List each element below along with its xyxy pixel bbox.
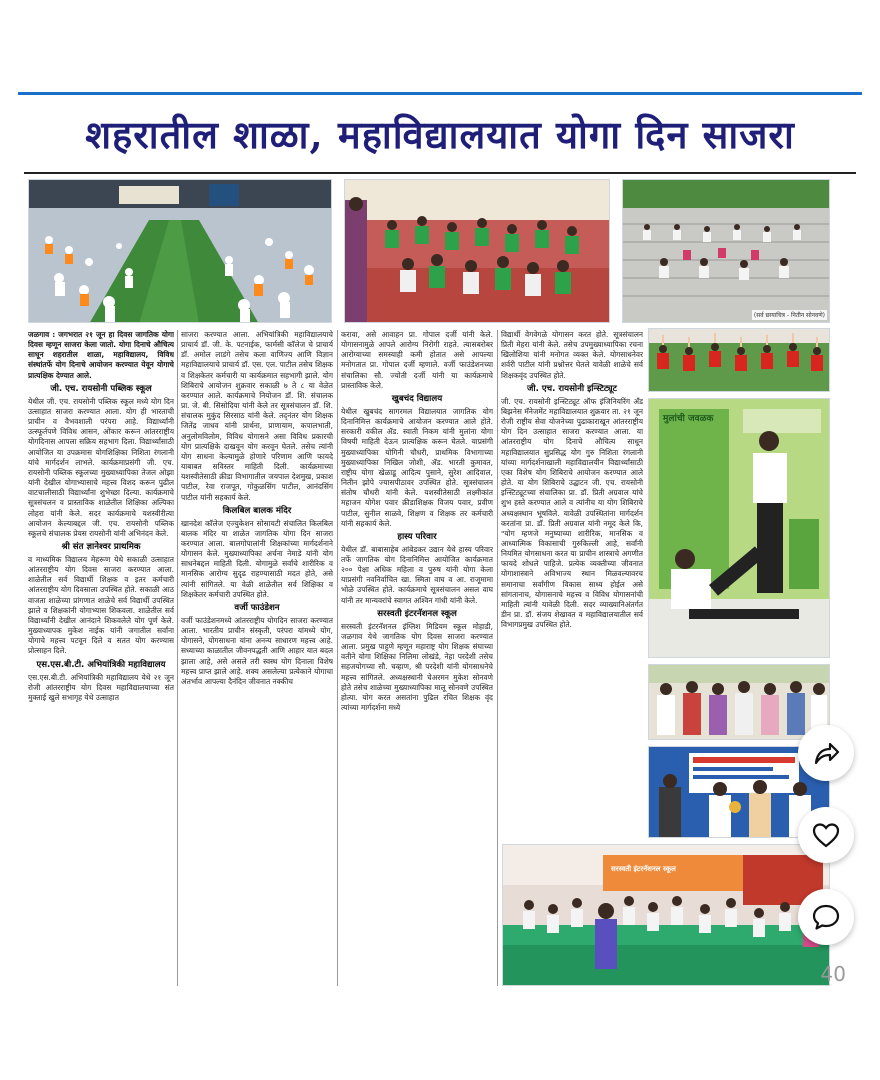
newspaper-page — [18, 92, 862, 990]
subhead-raisoni-institute: जी. एच. रायसोनी इन्स्टिट्यूट — [527, 383, 617, 394]
headline-rule — [24, 172, 856, 174]
paragraph: खानदेश कॉलेज एज्युकेशन सोसायटी संचालित किलबिल बालक मंदिर या शाळेत जागतिक योगा दिन साजरा करण्यात आला. बालगोपालांनी शिक्षकांच्या मार्गदर्शनाने योगासन केले. मुख्याध्यापिका अर्चना नेमाडे यांनी योग साधनेबद्दल माहिती दिली. योगामुळे सर्वांचे शारीरिक व मानसिक आरोग्य सुदृढ राहण्यासाठी मदत होते, असे त्यांनी सांगितले. या वेळी शाळेतील सर्व शिक्षिका व शिक्षकेतर कर्मचारी उपस्थित होते. — [181, 518, 333, 599]
comment-icon — [811, 902, 841, 932]
photo-outdoor-steps — [622, 179, 830, 323]
page-number: 40 — [820, 962, 846, 986]
paragraph: येथील डॉ. बाबासाहेब आंबेडकर उद्यान येथे हास्य परिवार तर्फे जागतिक योग दिनानिमित्त आयोजित कार्यक्रमात २०० पेक्षा अधिक महिला व पुरुष यांनी योगा केला याप्रसंगी नवनिर्वाचित खा. स्मिता वाघ व आ. राजूमामा भोळे उपस्थित होते. कार्यक्रमाचे सूत्रसंचालन असल वाघ यांनी तर मान्यवरांचे स्वागत अश्विन गांधी यांनी केले. — [341, 544, 493, 605]
paragraph: सरस्वती इंटरनॅशनल इंग्लिश मिडियम स्कूल मोहाडी, जळगाव येथे जागतिक योग दिवस साजरा करण्यात आला. प्रमुख पाहुणे म्हणून महाराष्ट्र योग शिक्षक संघाच्या वतीने योगा शिक्षिका निलिमा लोखंडे, नेहा परदेशी तसेच सहजयोगच्या सौ. चव्हाण, श्री परदेशी यांनी योगसाधनेचे महत्त्व सांगितले. अध्यक्षस्थानी चेअरमन मुकेश सोनवणे होते तसेच शाळेच्या मुख्याध्यापिका मालू सोनवणे उपस्थित होत्या. योग करत असतांना पुढिल रचित शिक्षक वृंद त्यांच्या मार्गदर्शना मध्ये — [341, 621, 493, 712]
paragraph: येथील जी. एच. रायसोनी पब्लिक स्कूल मध्ये योग दिन उत्साहात साजरा करण्यात आला. योग ही भारताची प्राचीन व वैभवशाली परंपरा आहे. विद्यार्थ्यांनी उत्स्फूर्तपणे विविध आसन, ओंकार करून आंतरराष्ट्रीय योगदिनास आपला सक्रिय सहभाग दिला. विद्यार्थ्यांसाठी आयोजित या उपक्रमास योगशिक्षिका निशिता रंगलानी यांचे मार्गदर्शन लाभले. कार्यक्रमाप्रसंगी जी. एच. रायसोनी पब्लिक स्कूलच्या मुख्याध्यापिका तेजल ओझा यांनी देखील योगाभ्यासाचे महत्त्व विशद करून पुढील वाटचालीसाठी विद्यार्थ्यांना शुभेच्छा दिल्या. कार्यक्रमाचे सूत्रसंचलन व प्रास्ताविक शाळेतील शिक्षिका अल्पिका लोहरा यांनी केले. सदर कार्यक्रमाचे यशस्वीरीत्या आयोजन केल्याबद्दल जी. एच. रायसोनी पब्लिक स्कूलचे संचालक प्रेयस रायसोनी यांनी अभिनंदन केले. — [28, 396, 174, 538]
headline: शहरातील शाळा, महाविद्यालयात योगा दिन साजरा — [85, 112, 795, 157]
heart-icon — [811, 820, 841, 850]
photo-indoor-children — [344, 179, 610, 323]
photo-instructor-demo-art — [649, 399, 830, 658]
paragraph: विद्यार्थी वेगवेगळे योगासन करत होते. सूत्रसंचालन प्रिती मेहरा यांनी केले. तसेच उपमुख्याध्यापिका रचना खिलोशिया यांनी मनोगत व्यक्त केले. योगसाधनेवर शर्वरी पाटील यांनी प्रश्नोत्तर घेतले यावेळी शाळेचे सर्व शिक्षकवृंद उपस्थित होते. — [501, 330, 643, 380]
column-divider — [337, 330, 338, 986]
subhead-darji-foundation: वर्जी फाउंडेशन — [234, 602, 280, 613]
column-2 — [181, 330, 333, 986]
intro-paragraph: जळगाव : जगभरात २१ जून हा दिवस जागतिक योगा दिवस म्हणून साजरा केला जातो. योगा दिनाचे औचित्य साधून शहरातील शाळा, महाविद्यालय, विविध संस्थांतर्फे योग दिनाचे आयोजन करण्यात येवून योगाचे प्रात्यक्षिक देण्यात आले. — [28, 330, 174, 380]
photo-group-women — [648, 664, 830, 740]
photo-outdoor-steps-art — [623, 180, 830, 323]
share-icon — [811, 738, 841, 768]
photo-stadium-yoga-art — [29, 180, 332, 323]
paragraph: येथील खुबचंद सागरमल विद्यालयात जागतिक योग दिनानिमित्त कार्यक्रमाचे आयोजन करण्यात आले होते. सरकारी वकील ॲड. स्वाती निकम यांनी मुलांना योगा विषयी माहिती देऊन प्रात्यक्षिक करून घेतले. याप्रसंगी मुख्याध्यापिका योगिनी चौधरी, प्राथमिक विभागाच्या मुख्याध्यापिका निखिल जोशी, ॲड. भारती कुमावत, राष्ट्रीय योगा खेळाडू आदित्य पुसाने, सुरेश आदिवाल, नितीन झोपे ज्यासपीठावर उपस्थित होते. सूत्रसंचालन संतोष चौधरी यांनी केले. यशस्वीतेसाठी लक्ष्मीकांत महाजन योगेश पवार क्रीडाशिक्षक विजय पवार, प्रवीण पाटील, सुनील साळवे, शिक्षण व शिक्षक तर कर्मचारी यांनी सहकार्य केले. — [341, 406, 493, 528]
subhead-saraswati-school: सरस्वती इंटरनॅशनल स्कूल — [377, 608, 457, 619]
column-4 — [501, 330, 643, 850]
photo-sign-text: सरस्वती इंटरनॅशनल स्कूल — [611, 865, 676, 873]
photo-instructor-demo — [648, 398, 830, 658]
paragraph: जी. एच. रायसोनी इन्स्टिट्यूट ऑफ इंजिनियरिंग अँड बिझनेस मॅनेजमेंट महाविद्यालयात शुक्रवार ता. २१ जून रोजी राष्ट्रीय सेवा योजनेच्या पुढाकाराखून आंतरराष्ट्रीय योग दिन उत्साहात साजरा करण्यात आला. या आंतरराष्ट्रीय योग दिनाचे औचित्य साधून महाविद्यालयात सुप्रसिद्ध योग गुरु निशिता रंगलानी यांच्या मार्गदर्शनाखाली महाविद्यालयीन विद्यार्थ्यांसाठी एका विशेष योग शिबिराचे आयोजन करण्यात आले होते. या योग शिबिराचे उद्घाटन जी. एच. रायसोनी इन्स्टिट्यूटच्या संचालिका प्रा. डॉ. प्रिती अग्रवाल यांचे शुभ हस्ते करण्यात आले व त्यांनीच या योग शिबिराचे अध्यक्षस्थान भूषविले. यावेळी उपस्थितांना मार्गदर्शन करतांना प्रा. डॉ. प्रिती अग्रवाल यांनी नमूद केले कि, "योग म्हणजे मनुष्याच्या शारीरिक, मानसिक व आध्यात्मिक विकासाची गुरुकिल्ली आहे, सर्वांनी नियमित योगसाधना करत या प्राचीन शास्त्राचे अगणीत फायदे शोधले पाहिजे. प्रत्येक व्यक्तीच्या जीवनात योगाशास्त्राने अविभाज्य स्थान मिळवल्यावरच समानाचा सर्वांगीण विकास साध्य होईल असे सांगतानाच, योगासनाचे महत्त्व व विविध योगासनांची माहिती त्यांनी यावेळी दिली. सदर व्याख्यानिअंतर्गत डीन प्रा. डॉ. संजय शेखावत व महाविद्यालयातील सर्व विभागप्रमुख उपस्थित होते. — [501, 396, 643, 630]
subhead-ssbt: एस.एस.बी.टी. अभियांत्रिकी महाविद्यालय — [36, 659, 166, 670]
paragraph: करावा, असे आवाहन प्रा. गोपाल दर्जी यांनी केले. योगासनामुळे आपले आरोग्य निरोगी राहते. त्यासबरोबर आरोग्याच्या समस्याही कमी होतात असे आपल्या मनोगतात प्रा. गोपाल दर्जी म्हणाले. वर्जी फाउंडेशनच्या संचालिका सौ. ज्योती दर्जी यांनी या कार्यक्रमाचे प्रास्ताविक केले. — [341, 330, 493, 390]
subhead-sant-dnyaneshwar: श्री संत ज्ञानेश्वर प्राथमिक — [61, 541, 141, 552]
subhead-khubchand: खुबचंद विद्यालय — [391, 393, 443, 404]
share-button[interactable] — [798, 725, 854, 781]
paragraph: वर्जी फाउंडेशनमध्ये आंतरराष्ट्रीय योगदिन साजरा करण्यात आला. भारतीय प्राचीन संस्कृती, परंपरा यांमध्ये योग, योगासने, योगसाधना यांना अनन्य साधारण महत्त्व आहे. सध्याच्या काळातील जीवनपद्धती आणि आहार यात बदल झाला आहे, असे असले तरी स्वस्थ योग दिनाला विशेष महत्त्व प्राप्त झाले आहे. शक्य असलेल्या प्रत्येकाने योगाचा अंतर्भाव आपल्या दैनंदिन जीवनात नक्कीच — [181, 615, 333, 686]
photo-red-shirt-students — [648, 328, 830, 392]
comment-button[interactable] — [798, 889, 854, 945]
column-divider — [497, 330, 498, 986]
photo-credit: (सर्व छायाचित्र - नितीन सोनवणे) — [753, 312, 825, 319]
paragraph: व माध्यमिक विद्यालय मेहरूण येथे सकाळी उत्साहात आंतरराष्ट्रीय योग दिवस साजरा करण्यात आला. शाळेतील सर्व विद्यार्थी शिक्षक व इतर कर्मचारी आंतरराष्ट्रीय योग दिवसाला उपस्थित होते. सकाळी आठ वाजता शाळेच्या प्रांगणात शाळेचे सर्व विद्यार्थी उपस्थित झाले व शिक्षकांनी योगाभ्यास शिकवला. शाळेतील सर्व विद्यार्थ्यांनी देखील आनंदाने शिकवलेले योग पूर्ण केले. मुख्याध्यापक मुकेश नाईक यांनी जगातील सर्वांना योगाचे महत्त्व पटवून दिले व सतत योग करण्यास प्रोत्साहन दिले. — [28, 554, 174, 656]
photo-school-yoga — [502, 844, 830, 986]
subhead-hasya-parivar: हास्य परिवार — [397, 531, 437, 542]
column-1 — [28, 330, 174, 986]
photo-stadium-yoga — [28, 179, 332, 323]
subhead-kilbil: किलबिल बालक मंदिर — [222, 505, 292, 516]
subhead-raisoni-public-school: जी. एच. रायसोनी पब्लिक स्कूल — [50, 383, 152, 394]
photo-banner-text: मुलांची जवळक — [663, 414, 714, 424]
column-3 — [341, 330, 493, 986]
paragraph: साजरा करण्यात आला. अभियांत्रिकी महाविद्यालयाचे प्राचार्य डॉ. जी. के. पटनाईक, फार्मसी कॉलेज चे प्राचार्य डॉ. अमोल लाडंगे तसेच कला वाणिज्य आणि विज्ञान महाविद्यालयाचे प्राचार्य डॉ. एस. एल. पाटील तसेच शिक्षक व शिक्षकेतर कर्मचारी या कार्यक्रमात सहभागी झाले. योग शिबिराचे आयोजन शुक्रवार सकाळी ७ ते ८ या वेळेत करण्यात आले. कार्यक्रमाचे नियोजन डॉ. शि. संचालक प्रा. जे. बी. सिसोदिया यांनी केले तर सूत्रसंचालन डॉ. शि. संचालक मुकुंद सिरसाठ यांनी केले. तद्नंतर योग शिक्षक जितेंद्र जाधव यांनी प्रार्थना, प्राणायाम, कपालभाती, अनुलोमविलोम, विविध योगासने असा विविध प्रकारची योग प्रात्यक्षिके दाखवून योग करवून घेतले. तसेच त्यांनी योग साधना केल्यामुळे होणारे परिणाम आणि फायदे याबाबत सविस्तर माहिती दिली. कार्यक्रमाच्या यशस्वीतेसाठी क्रीडा विभागातील जयपाल देशमुख, प्रकाश पाटील, रेवा राजपूत, गोकुळसिंग पाटील, आनंदसिंग पाटील यांनी सहकार्य केले. — [181, 330, 333, 502]
photo-group-women-art — [649, 665, 830, 740]
photo-indoor-children-art — [345, 180, 610, 323]
paragraph: एस.एस.बी.टी. अभियांत्रिकी महाविद्यालय येथे २१ जून रोजी आंतरराष्ट्रीय योग दिवस महाविद्यालयाच्या संत मुक्ताई खुले सभागृह येथे उत्साहात — [28, 672, 174, 702]
top-rule — [18, 92, 862, 95]
photo-red-shirt-students-art — [649, 329, 830, 392]
like-button[interactable] — [798, 807, 854, 863]
column-divider — [177, 330, 178, 986]
